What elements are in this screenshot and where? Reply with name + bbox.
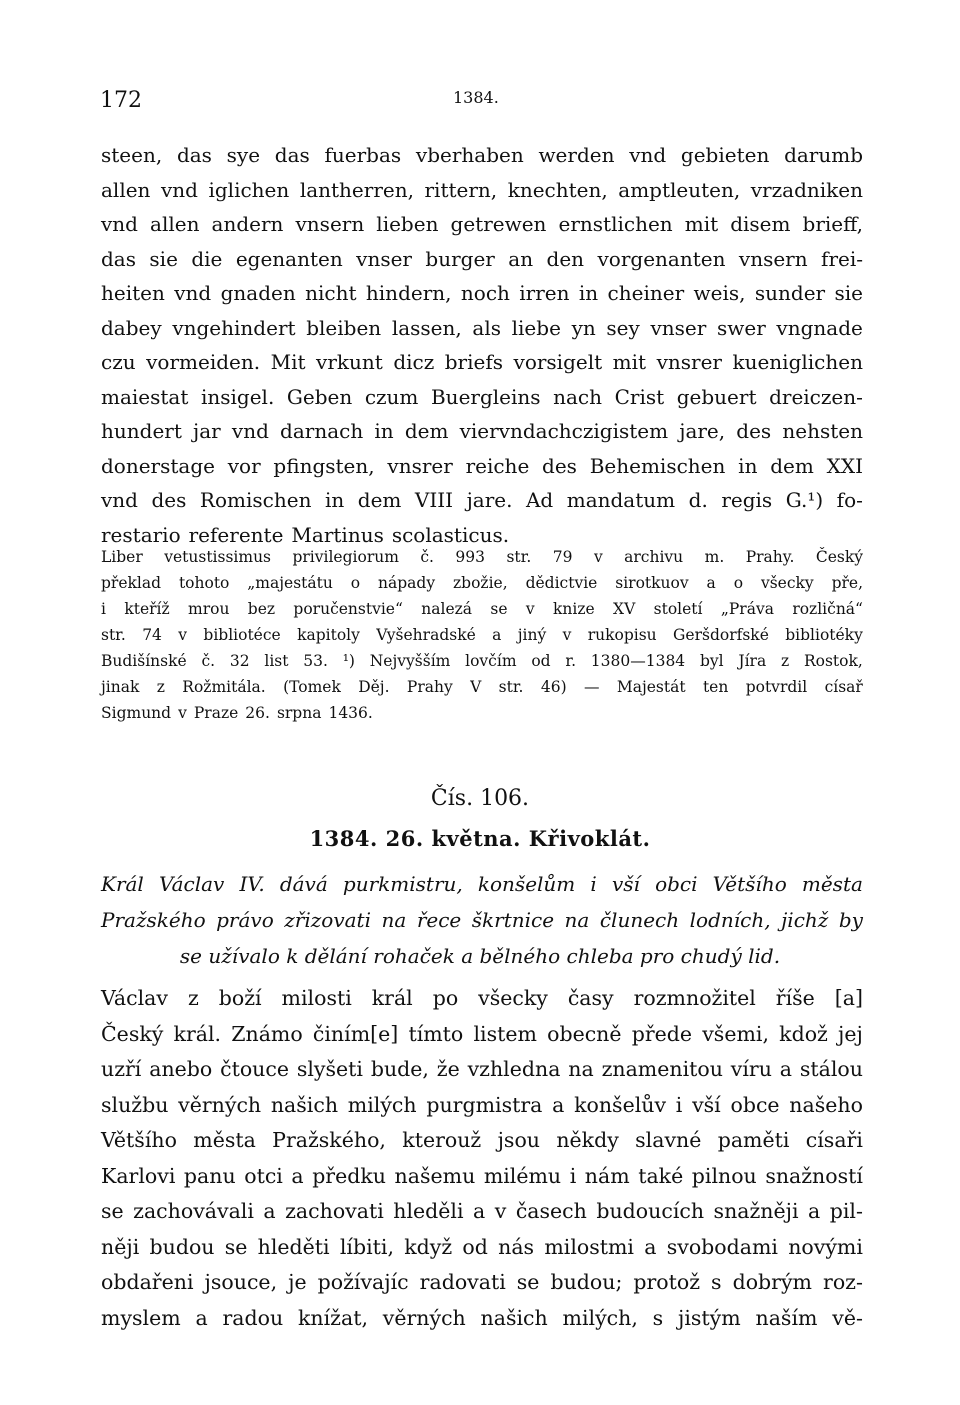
german-text-line: steen, das sye das fuerbas vberhaben werden vnd gebieten darumb — [101, 143, 863, 167]
german-text-line: vnd allen andern vnsern lieben getrewen ernstlichen mit disem brieff, — [101, 212, 863, 236]
czech-text-line: Václav z boží milosti král po všecky časy rozmnožitel říše [a] — [101, 986, 863, 1010]
document-date-place: 1384. 26. května. Křivoklát. — [309, 826, 651, 851]
footnote-line: i kteříž mrou bez poručenstvie“ nalezá se v knize XV století „Práva rozličná“ — [101, 600, 863, 618]
czech-text-line: službu věrných našich milých purgmistra a konšelův i vší obce našeho — [101, 1092, 863, 1117]
czech-text-line: Karlovi panu otci a předku našemu milému i nám také pilnou snažností — [101, 1163, 863, 1188]
german-text-line: dabey vngehindert bleiben lassen, als liebe yn sey vnser swer vngnade — [101, 315, 863, 340]
czech-text-line: myslem a radou knížat, věrných našich milých, s jistým naším vě- — [101, 1305, 863, 1330]
footnote-line: překlad tohoto „majestátu o nápady zbožie, dědictvie sirotkuov a o všecky pře, — [101, 574, 863, 592]
running-head: 1384. — [453, 88, 499, 107]
page-number: 172 — [100, 88, 142, 113]
czech-text-line: Český král. Známo činím[e] tímto listem obecně přede všemi, kdož jej — [101, 1021, 863, 1046]
german-text-line: czu vormeiden. Mit vrkunt dicz briefs vorsigelt mit vnsrer kueniglichen — [101, 350, 863, 374]
czech-text-line: se zachovávali a zachovati hleděli a v časech budoucích snažněji a pil- — [101, 1199, 863, 1223]
regest-line: se užívalo k dělání rohaček a bělného chleba pro chudý lid. — [179, 944, 781, 968]
regest-line: Pražského právo zřizovati na řece škrtnice na člunech lodních, jichž by — [101, 908, 863, 932]
document-number: Čís. 106. — [430, 786, 530, 811]
german-text-line: hundert jar vnd darnach in dem viervndachczigistem jare, des nehsten — [101, 419, 863, 443]
german-text-line: restario referente Martinus scolasticus. — [101, 522, 510, 547]
footnote-line: jinak z Rožmitála. (Tomek Děj. Prahy V str. 46) — Majestát ten potvrdil císař — [101, 678, 863, 696]
german-text-line: vnd des Romischen in dem VIII jare. Ad mandatum d. regis G.¹) fo- — [101, 488, 863, 512]
german-text-line: allen vnd iglichen lantherren, rittern, knechten, amptleuten, vrzadniken — [101, 177, 863, 202]
czech-text-line: něji budou se hleděti líbiti, když od nás milostmi a svobodami novými — [101, 1234, 863, 1259]
czech-text-line: Většího města Pražského, kterouž jsou někdy slavné paměti císaři — [101, 1128, 863, 1152]
german-text-line: donerstage vor pfingsten, vnsrer reiche des Behemischen in dem XXI — [101, 453, 863, 478]
footnote-line: str. 74 v bibliotéce kapitoly Vyšehradské a jiný v rukopisu Geršdorfské bibliotéky — [101, 626, 863, 644]
czech-text-line: uzří anebo čtouce slyšeti bude, že vzhledna na znamenitou víru a stálou — [101, 1057, 863, 1081]
german-text-line: das sie die egenanten vnser burger an den vorgenanten vnsern frei- — [101, 246, 863, 271]
footnote-line: Budišínské č. 32 list 53. ¹) Nejvyšším lovčím od r. 1380—1384 byl Jíra z Rostok, — [101, 652, 863, 670]
regest-line: Král Václav IV. dává purkmistru, konšelům i vší obci Většího města — [101, 872, 863, 896]
czech-text-line: obdařeni jsouce, je požívajíc radovati se budou; protož s dobrým roz- — [101, 1270, 863, 1294]
german-text-line: heiten vnd gnaden nicht hindern, noch irren in cheiner weis, sunder sie — [101, 281, 863, 305]
footnote-line: Liber vetustissimus privilegiorum č. 993 str. 79 v archivu m. Prahy. Český — [101, 548, 863, 566]
german-text-line: maiestat insigel. Geben czum Buergleins nach Crist gebuert dreiczen- — [101, 384, 863, 409]
footnote-line: Sigmund v Praze 26. srpna 1436. — [101, 704, 373, 722]
page-header — [100, 88, 862, 118]
